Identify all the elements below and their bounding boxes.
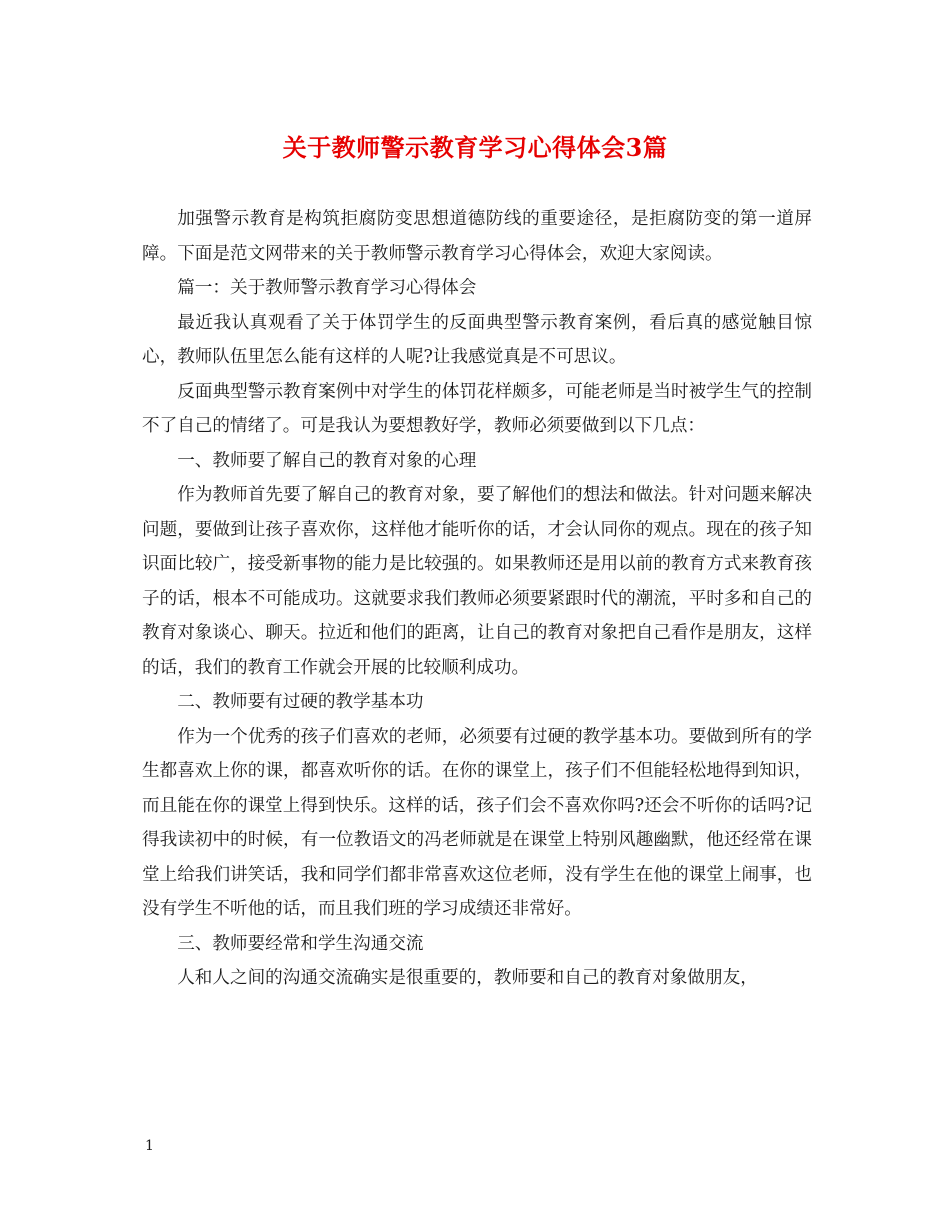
document-body [142, 202, 812, 996]
body-paragraph: 最近我认真观看了关于体罚学生的反面典型警示教育案例，看后真的感觉触目惊心，教师队伍里怎么能有这样的人呢?让我感觉真是不可思议。 [142, 312, 812, 367]
body-paragraph: 作为一个优秀的孩子们喜欢的老师，必须要有过硬的教学基本功。要做到所有的学生都喜欢上你的课，都喜欢听你的话。在你的课堂上，孩子们不但能轻松地得到知识，而且能在你的课堂上得到快乐。这样的话，孩子们会不喜欢你吗?还会不听你的话吗?记得我读初中的时候，有一位教语文的冯老师就是在课堂上特别风趣幽默，他还经常在课堂上给我们讲笑话，我和同学们都非常喜欢这位老师，没有学生在他的课堂上闹事，也没有学生不听他的话，而且我们班的学习成绩还非常好。 [142, 726, 812, 919]
section-heading: 篇一：关于教师警示教育学习心得体会 [177, 278, 477, 298]
body-paragraph: 反面典型警示教育案例中对学生的体罚花样颇多，可能老师是当时被学生气的控制不了自己的情绪了。可是我认为要想教好学，教师必须要做到以下几点： [142, 381, 812, 436]
subheading: 二、教师要有过硬的教学基本功 [177, 692, 424, 712]
document-title: 关于教师警示教育学习心得体会3篇 [282, 133, 668, 162]
subheading: 一、教师要了解自己的教育对象的心理 [177, 450, 477, 471]
page-number: 1 [145, 1138, 154, 1154]
subheading: 三、教师要经常和学生沟通交流 [177, 933, 424, 954]
body-paragraph: 作为教师首先要了解自己的教育对象，要了解他们的想法和做法。针对问题来解决问题，要做到让孩子喜欢你，这样他才能听你的话，才会认同你的观点。现在的孩子知识面比较广，接受新事物的能力是比较强的。如果教师还是用以前的教育方式来教育孩子的话，根本不可能成功。这就要求我们教师必须要紧跟时代的潮流，平时多和自己的教育对象谈心、聊天。拉近和他们的距离，让自己的教育对象把自己看作是朋友，这样的话，我们的教育工作就会开展的比较顺利成功。 [142, 485, 812, 678]
intro-paragraph: 加强警示教育是构筑拒腐防变思想道德防线的重要途径，是拒腐防变的第一道屏障。下面是范文网带来的关于教师警示教育学习心得体会，欢迎大家阅读。 [142, 209, 812, 264]
body-paragraph: 人和人之间的沟通交流确实是很重要的，教师要和自己的教育对象做朋友， [177, 968, 758, 988]
